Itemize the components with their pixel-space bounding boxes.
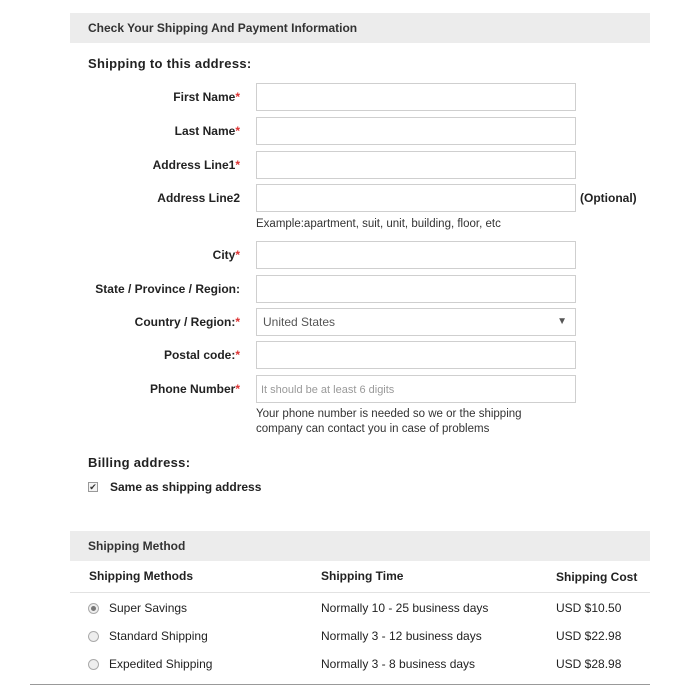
method-name: Expedited Shipping [109, 657, 213, 671]
country-select-value: United States [263, 315, 336, 329]
page-header: Check Your Shipping And Payment Information [70, 13, 650, 43]
super-savings-radio[interactable] [88, 603, 99, 614]
shipping-method-header: Shipping Method [70, 531, 650, 561]
postal-code-label: Postal code:* [163, 348, 240, 362]
expedited-shipping-radio[interactable] [88, 659, 99, 670]
same-as-shipping-label: Same as shipping address [110, 480, 262, 494]
last-name-field[interactable] [256, 117, 576, 145]
column-header-cost: Shipping Cost [556, 570, 638, 584]
same-as-shipping-checkbox[interactable]: ✔ [89, 482, 97, 492]
city-label: City* [212, 248, 240, 262]
standard-shipping-radio[interactable] [88, 631, 99, 642]
phone-hint-line2: company can contact you in case of problems [256, 423, 490, 435]
method-name: Super Savings [109, 601, 188, 615]
address-line2-label: Address Line2 [157, 191, 240, 205]
method-time: Normally 10 - 25 business days [321, 601, 489, 615]
country-label: Country / Region:* [134, 315, 240, 329]
billing-section-title: Billing address: [88, 455, 191, 470]
state-field[interactable] [256, 275, 576, 303]
last-name-label: Last Name* [174, 124, 240, 138]
first-name-label: First Name* [173, 90, 240, 104]
method-cost: USD $28.98 [556, 657, 622, 671]
bottom-divider [30, 684, 650, 685]
method-cost: USD $10.50 [556, 601, 622, 615]
method-cost: USD $22.98 [556, 629, 622, 643]
table-divider [70, 592, 650, 593]
country-select[interactable] [256, 308, 576, 336]
city-field[interactable] [256, 241, 576, 269]
method-time: Normally 3 - 8 business days [321, 657, 476, 671]
address-line2-optional: (Optional) [580, 191, 637, 205]
postal-code-field[interactable] [256, 341, 576, 369]
method-time: Normally 3 - 12 business days [321, 629, 482, 643]
first-name-field[interactable] [256, 83, 576, 111]
column-header-time: Shipping Time [321, 569, 404, 583]
chevron-down-icon: ▼ [557, 316, 567, 327]
address-line1-label: Address Line1* [152, 158, 240, 172]
phone-hint-line1: Your phone number is needed so we or the shipping [256, 408, 522, 420]
address-line2-hint: Example:apartment, suit, unit, building, floor, etc [256, 218, 501, 230]
state-label: State / Province / Region: [95, 282, 240, 296]
column-header-methods: Shipping Methods [89, 569, 193, 583]
address-line1-field[interactable] [256, 151, 576, 179]
address-line2-field[interactable] [256, 184, 576, 212]
phone-number-label: Phone Number* [149, 382, 240, 396]
shipping-section-title: Shipping to this address: [88, 56, 252, 71]
phone-number-field[interactable] [256, 375, 576, 403]
method-name: Standard Shipping [109, 629, 208, 643]
